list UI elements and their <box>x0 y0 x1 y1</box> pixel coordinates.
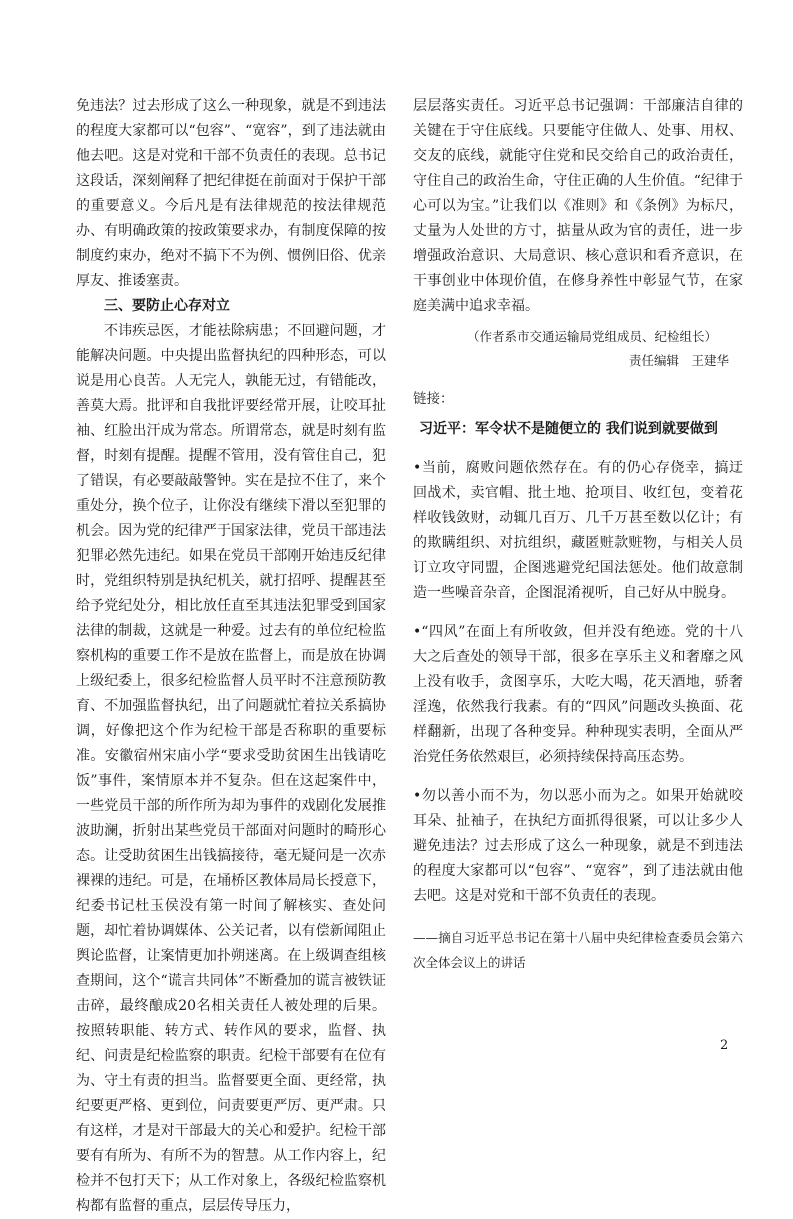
bullet-paragraph: •当前，腐败问题依然存在。有的仍心存侥幸，搞迂回战术，卖官帽、批土地、抢项目、收红包，变着花样收钱敛财，动辄几百万、几千万甚至数以亿计；有的欺瞒组织、对抗组织，藏匿赃款赃物，与相关人员订立攻守同盟，企图逃避党纪国法惩处。他们故意制造一些噪音杂音，企图混淆视听，自己好从中脱身。 <box>413 460 743 601</box>
paragraph: 不讳疾忌医，才能祛除病患；不回避问题，才能解决问题。中央提出监督执纪的四种形态，可以说是用心良苦。人无完人，孰能无过，有错能改，善莫大焉。批评和自我批评要经常开展，让咬耳扯袖、红脸出汗成为常态。所谓常态，就是时刻有监督，时刻有提醒。提醒不管用，没有管住自己，犯了错误，有必要敲敲警钟。实在是拉不住了，来个重处分，换个位子，让你没有继续下滑以至犯罪的机会。因为党的纪律严于国家法律，党员干部违法犯罪必然先违纪。如果在党员干部刚开始违反纪律时，党组织特别是执纪机关，就打招呼、提醒甚至给予党纪处分，相比放任直至其违法犯罪受到国家法律的制裁，这就是一种爱。过去有的单位纪检监察机构的重要工作不是放在监督上，而是放在协调上级纪委上，很多纪检监督人员平时不注意预防教育、不加强监督执纪，出了问题就忙着拉关系搞协调，好像把这个作为纪检干部是否称职的重要标准。安徽宿州宋庙小学“要求受助贫困生出钱请吃饭”事件，案情原本并不复杂。但在这起案件中，一些党员干部的所作所为却为事件的戏剧化发展推波助澜，折射出某些党员干部面对问题时的畸形心态。让受助贫困生出钱搞接待，毫无疑问是一次赤裸裸的违纪。可是，在埇桥区教体局局长授意下，纪委书记杜玉侯没有第一时间了解核实、查处问题，却忙着协调媒体、公关记者，以有偿新闻阻止舆论监督，让案情更加扑朔迷离。在上级调查组核查期间，这个“谎言共同体”不断叠加的谎言被铁证击碎，最终酿成20名相关责任人被处理的后果。按照转职能、转方式、转作风的要求，监督、执纪、问责是纪检监察的职责。纪检干部要有在位有为、守土有责的担当。监督要更全面、更经常，执纪要更严格、更到位，问责要更严厉、更严肃。只有这样，才是对干部最大的关心和爱护。纪检干部要有有所为、有所不为的智慧。从工作内容上，纪检并不包打天下；从工作对象上，各级纪检监察机构都有监督的重点，层层传导压力， <box>76 323 386 1214</box>
bullet-paragraph: •“四风”在面上有所收敛，但并没有绝迹。党的十八大之后查处的领导干部，很多在享乐主义和奢靡之风上没有收手，贪图享乐，大吃大喝，花天酒地，骄奢淫逸，依然我行我素。有的“四风”问题改头换面、花样翻新，出现了各种变异。种种现实表明，全面从严治党任务依然艰巨，必须持续保持高压态势。 <box>413 624 743 765</box>
page-number: 2 <box>720 1038 729 1053</box>
link-title: 习近平：军令状不是随便立的 我们说到就要做到 <box>419 421 718 437</box>
paragraph: 免违法？过去形成了这么一种现象，就是不到违法的程度大家都可以“包容”、“宽容”，到了违法就由他去吧。这是对党和干部不负责任的表现。总书记这段话，深刻阐释了把纪律挺在前面对于保护干部的重要意义。今后凡是有法律规范的按法律规范办、有明确政策的按政策要求办，有制度保障的按制度约束办，绝对不搞下不为例、惯例旧俗、优亲厚友、推诿塞责。 <box>76 98 386 289</box>
paragraph: 层层落实责任。习近平总书记强调：干部廉洁自律的关键在于守住底线。只要能守住做人、处事、用权、交友的底线，就能守住党和民交给自己的政治责任，守住自己的政治生命，守住正确的人生价值。“纪律于心可以为宝。”让我们以《准则》和《条例》为标尺，丈量为人处世的方寸，掂量从政为官的责任，进一步增强政治意识、大局意识、核心意识和看齐意识，在干事创业中体现价值，在修身养性中彰显气节，在家庭美满中追求幸福。 <box>413 98 743 314</box>
bullet-paragraph: •勿以善小而不为，勿以恶小而为之。如果开始就咬耳朵、扯袖子，在执纪方面抓得很紧，可以让多少人避免违法？过去形成了这么一种现象，就是不到违法的程度大家都可以“包容”、“宽容”，到了违法就由他去吧。这是对党和干部不负责任的表现。 <box>413 788 743 904</box>
link-label: 链接： <box>413 391 454 407</box>
section-heading: 三、要防止心存对立 <box>104 298 230 314</box>
left-column <box>76 94 386 1219</box>
source-citation: ——摘自习近平总书记在第十八届中央纪律检查委员会第六次全体会议上的讲话 <box>413 930 743 970</box>
right-column <box>413 94 743 975</box>
author-byline: （作者系市交通运输局党组成员、纪检组长） <box>466 329 717 344</box>
editor-credit: 责任编辑 王建华 <box>628 353 729 368</box>
